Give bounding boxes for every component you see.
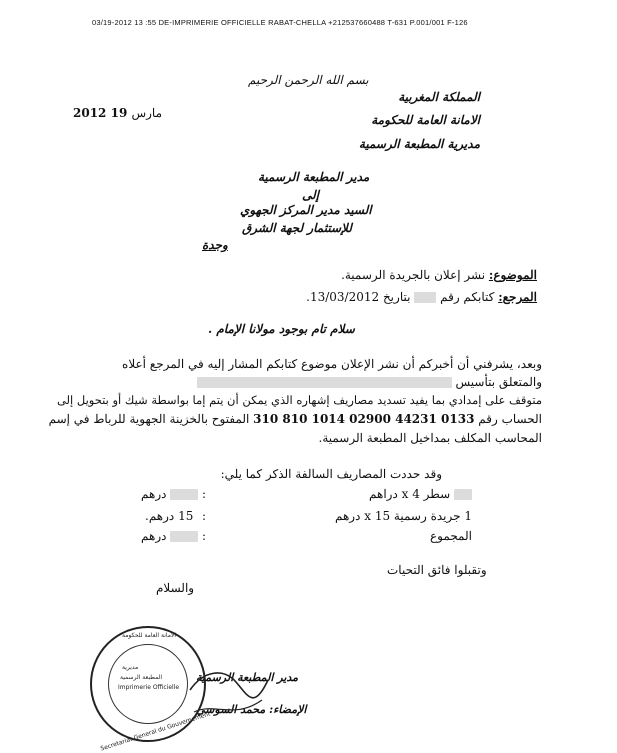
body-line-1: وبعد، يشرفني أن أخبركم أن نشر الإعلان موضوع كتابكم المشار إليه في المرجع أعلاه bbox=[122, 357, 542, 371]
fee-row-1-amount bbox=[141, 485, 198, 503]
redacted-line-count bbox=[454, 489, 472, 500]
subject-value: نشر إعلان بالجريدة الرسمية. bbox=[341, 268, 486, 282]
sender-title: مدير المطبعة الرسمية bbox=[258, 170, 370, 184]
issuer-country: المملكة المغربية bbox=[398, 90, 480, 104]
letter-date bbox=[73, 106, 162, 120]
stamp-ring-text: Secretariat General du Gouvernement bbox=[99, 710, 212, 753]
fee-total-amount bbox=[141, 527, 198, 545]
closing-line: وتقبلوا فائق التحيات bbox=[387, 563, 487, 577]
issuer-directorate: مديرية المطبعة الرسمية bbox=[358, 137, 480, 151]
date-year: 2012 bbox=[73, 106, 107, 120]
fee-row-1-text: سطر x 4 دراهم bbox=[369, 487, 451, 501]
recipient-city: وجدة bbox=[202, 238, 228, 252]
subject-label: الموضوع: bbox=[488, 268, 537, 282]
signature-title: مدير المطبعة الرسمية bbox=[196, 671, 299, 684]
greeting: سلام تام بوجود مولانا الإمام . bbox=[208, 322, 355, 336]
fee-total-label: المجموع bbox=[430, 529, 472, 543]
date-month: مارس bbox=[131, 106, 163, 120]
body-line-4-end: المفتوح بالخزينة الجهوية للرباط في إسم bbox=[48, 412, 250, 426]
stamp-top-text: الأمانة العامة للحكومة bbox=[122, 632, 177, 639]
body-line-5: المحاسب المكلف بمداخيل المطبعة الرسمية. bbox=[318, 431, 542, 445]
redacted-reference-number bbox=[414, 292, 436, 303]
reference-middle: بتاريخ bbox=[382, 290, 411, 304]
sender-to: إلى bbox=[302, 188, 319, 202]
body-line-4 bbox=[49, 410, 542, 428]
fee-row-2-amount: 15 درهم. bbox=[145, 509, 194, 523]
redacted-total-amount bbox=[170, 531, 198, 542]
body-line-2 bbox=[197, 373, 542, 391]
body-line-3: متوقف على إمدادي بما يفيد تسديد مصاريف إشهاره الذي يمكن أن يتم إما بواسطة شيك أو بتحويل إلى bbox=[56, 393, 542, 407]
body-line-2-text: والمتعلق بتأسيس bbox=[455, 375, 542, 389]
fee-row-3-unit: درهم bbox=[141, 529, 167, 543]
signature-name: الإمضاء: محمد السوسي bbox=[196, 703, 307, 716]
fee-row-1-colon: : bbox=[202, 487, 207, 501]
recipient-body: للإستثمار لجهة الشرق bbox=[242, 221, 352, 235]
recipient-title: السيد مدير المركز الجهوي bbox=[240, 203, 372, 217]
body-line-4-start: الحساب رقم bbox=[478, 412, 542, 426]
reference-date: 13/03/2012. bbox=[306, 290, 380, 304]
stamp-center-3: Imprimerie Officielle bbox=[118, 684, 180, 691]
reference-prefix: كتابكم رقم bbox=[440, 290, 495, 304]
official-stamp bbox=[90, 626, 212, 753]
stamp-center-2: المطبعة الرسمية bbox=[120, 674, 163, 681]
redacted-company-name bbox=[197, 377, 452, 388]
stamp-center-1: مديرية bbox=[122, 664, 139, 671]
reference-label: المرجع: bbox=[498, 290, 537, 304]
fee-row-3-colon: : bbox=[202, 529, 207, 543]
account-number: 310 810 1014 02900 44231 0133 bbox=[253, 412, 475, 426]
fee-row-1-unit: درهم bbox=[141, 487, 167, 501]
fee-row-2-colon: : bbox=[202, 509, 207, 523]
fee-row-1-detail bbox=[369, 485, 472, 503]
basmala: بسم الله الرحمن الرحيم bbox=[248, 73, 369, 87]
date-day: 19 bbox=[110, 106, 128, 120]
issuer-secretariat: الامانة العامة للحكومة bbox=[371, 113, 480, 127]
subject-line bbox=[341, 266, 537, 284]
reference-line bbox=[306, 288, 537, 306]
redacted-line-amount bbox=[170, 489, 198, 500]
salutation: والسلام bbox=[156, 581, 195, 595]
fee-row-2-detail: 1 جريدة رسمية x 15 درهم bbox=[334, 509, 472, 523]
fax-header: 03/19-2012 13 :55 DE-IMPRIMERIE OFFICIELLE RABAT-CHELLA +212537660488 T-631 P.001/001 F-126 bbox=[92, 18, 468, 27]
fees-intro: وقد حددت المصاريف السالفة الذكر كما يلي: bbox=[220, 467, 442, 481]
